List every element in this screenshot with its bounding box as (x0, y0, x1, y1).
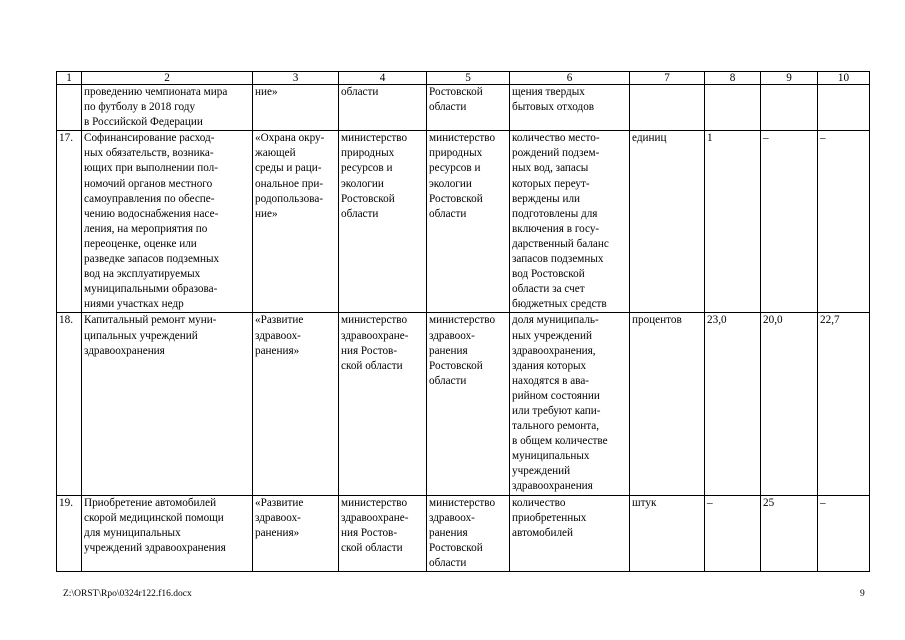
recipient: министерство здравоох- ранения Ростовской области (427, 313, 510, 495)
table-row (57, 131, 870, 313)
value-1: – (705, 495, 761, 571)
value-1: 23,0 (705, 313, 761, 495)
unit: процентов (630, 313, 705, 495)
column-header: 10 (818, 72, 870, 85)
page-number: 9 (860, 589, 865, 599)
administrator: области (339, 85, 427, 131)
row-number: 18. (57, 313, 82, 495)
column-header: 9 (761, 72, 818, 85)
indicator: количество место- рождений подзем- ных вод, запасы которых переут- верждены или подготовлены для включения в госу- дарственный баланс запасов подземных вод Ростовской области за счет бюджетных средств (510, 131, 630, 313)
indicator: доля муниципаль- ных учреждений здравоохранения, здания которых находятся в ава- рийном состоянии или требуют капи- тального ремонта, в общем количестве муниципальных учреждений здравоохранения (510, 313, 630, 495)
administrator: министерство здравоохране- ния Ростов- ской области (339, 495, 427, 571)
value-2 (761, 85, 818, 131)
table-row (57, 495, 870, 571)
value-2: 25 (761, 495, 818, 571)
row-number: 19. (57, 495, 82, 571)
administrator: министерство природных ресурсов и экологии Ростовской области (339, 131, 427, 313)
program-name: «Охрана окру- жающей среды и раци- ональное при- родопользова- ние» (253, 131, 339, 313)
measure-name: Приобретение автомобилей скорой медицинской помощи для муниципальных учреждений здравоохранения (82, 495, 253, 571)
measure-name: проведению чемпионата мира по футболу в 2018 году в Российской Федерации (82, 85, 253, 131)
administrator: министерство здравоохране- ния Ростов- ской области (339, 313, 427, 495)
program-name: «Развитие здравоох- ранения» (253, 313, 339, 495)
indicator: щения твердых бытовых отходов (510, 85, 630, 131)
column-header: 7 (630, 72, 705, 85)
document-table (56, 71, 870, 572)
measure-name: Капитальный ремонт муни- ципальных учреждений здравоохранения (82, 313, 253, 495)
column-header: 1 (57, 72, 82, 85)
column-header: 3 (253, 72, 339, 85)
program-name: ние» (253, 85, 339, 131)
row-number (57, 85, 82, 131)
recipient: министерство природных ресурсов и экологии Ростовской области (427, 131, 510, 313)
program-name: «Развитие здравоох- ранения» (253, 495, 339, 571)
unit (630, 85, 705, 131)
table-row (57, 85, 870, 131)
indicator: количество приобретенных автомобилей (510, 495, 630, 571)
recipient: Ростовской области (427, 85, 510, 131)
unit: единиц (630, 131, 705, 313)
recipient: министерство здравоох- ранения Ростовской области (427, 495, 510, 571)
header-row (57, 72, 870, 85)
column-header: 6 (510, 72, 630, 85)
footer-file-path: Z:\ORST\Rpo\0324r122.f16.docx (63, 589, 192, 599)
unit: штук (630, 495, 705, 571)
value-1 (705, 85, 761, 131)
column-header: 4 (339, 72, 427, 85)
row-number: 17. (57, 131, 82, 313)
value-3: 22,7 (818, 313, 870, 495)
value-3 (818, 85, 870, 131)
value-3: – (818, 131, 870, 313)
value-3: – (818, 495, 870, 571)
table-row (57, 313, 870, 495)
column-header: 2 (82, 72, 253, 85)
measure-name: Софинансирование расход- ных обязательств, возника- ющих при выполнении пол- номочий органов местного самоуправления по обеспе- чению водоснабжения насе- ления, на мероприятия по переоценке, оценке или разведке запасов подземных вод на эксплуатируемых муниципальными образова- ниями участках недр (82, 131, 253, 313)
column-header: 5 (427, 72, 510, 85)
column-header: 8 (705, 72, 761, 85)
value-1: 1 (705, 131, 761, 313)
value-2: 20,0 (761, 313, 818, 495)
value-2: – (761, 131, 818, 313)
